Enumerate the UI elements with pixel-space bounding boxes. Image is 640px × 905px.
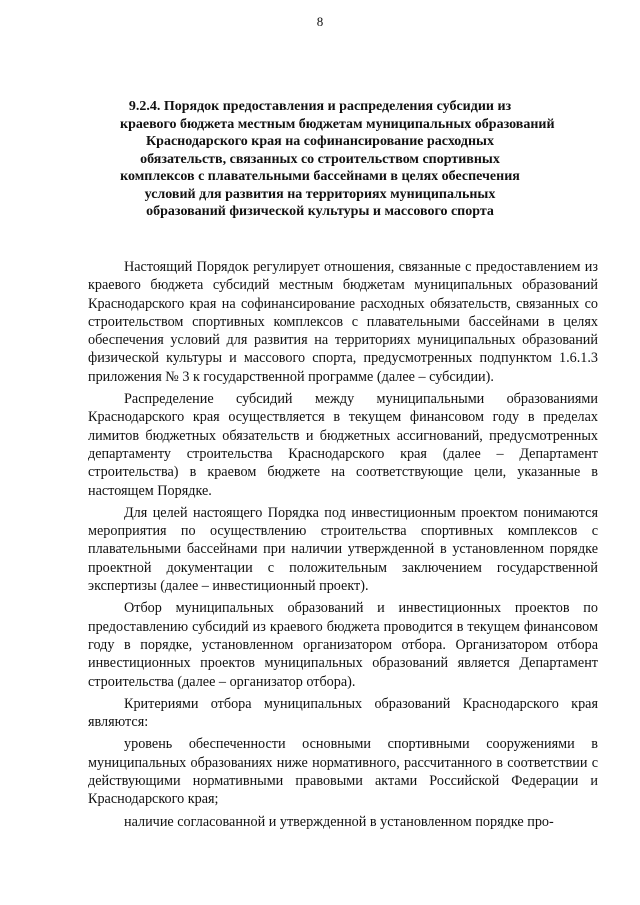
title-line: краевого бюджета местным бюджетам муниципальных образований (120, 116, 555, 132)
paragraph-investment-project: Для целей настоящего Порядка под инвестиционным проектом понимаются мероприятия по осуществлению строительства спортивных комплексов с плавательными бассейнами при наличии утвержденной в установленном порядке проектной документации с положительным заключением государственной экспертизы (далее – инвестиционный проект). (88, 504, 598, 595)
criteria-item: наличие согласованной и утвержденной в установленном порядке про- (124, 813, 554, 830)
page-number: 8 (316, 14, 324, 29)
paragraph-selection: Отбор муниципальных образований и инвестиционных проектов по предоставлению субсидий из краевого бюджета проводится в текущем финансовом году в порядке, установленном организатором отбора. Организатором отбора инвестиционных проектов муниципальных образований является Департамент строительства (далее – организатор отбора). (88, 600, 598, 690)
title-line: образований физической культуры и массового спорта (146, 204, 494, 219)
paragraph-distribution: Распределение субсидий между муниципальными образованиями Краснодарского края осуществляется в текущем финансовом году в пределах лимитов бюджетных обязательств и бюджетных ассигнований, предусмотренных департаменту строительства Краснодарского края (далее – Департамент строительства) в краевом бюджете на соответствующие цели, указанные в настоящем Порядке. (88, 391, 598, 499)
section-title (120, 98, 555, 221)
title-line: условий для развития на территориях муниципальных (144, 186, 496, 202)
paragraph-scope: Настоящий Порядок регулирует отношения, связанные с предоставлением из краевого бюджета субсидий местным бюджетам муниципальных образований Краснодарского края на софинансирование расходных обязательств, связанных со строительством спортивных комплексов с плавательными бассейнами в целях обеспечения условий для развития на территориях муниципальных образований физической культуры и массового спорта, предусмотренных подпунктом 1.6.1.3 приложения № 3 к государственной программе (далее – субсидии). (88, 259, 598, 385)
title-line: обязательств, связанных со строительством спортивных (140, 151, 500, 167)
title-line: Краснодарского края на софинансирование расходных (146, 134, 494, 149)
paragraph-criteria-intro: Критериями отбора муниципальных образований Краснодарского края являются: (88, 695, 598, 731)
document-body (88, 258, 598, 835)
title-line: комплексов с плавательными бассейнами в целях обеспечения (120, 169, 520, 184)
title-line: 9.2.4. Порядок предоставления и распределения субсидии из (128, 99, 512, 114)
criteria-item: уровень обеспеченности основными спортивными сооружениями в муниципальных образованиях ниже нормативного, рассчитанного в соответствии с действующими нормативными правовыми актами Российской Федерации и Краснодарского края; (88, 736, 598, 808)
